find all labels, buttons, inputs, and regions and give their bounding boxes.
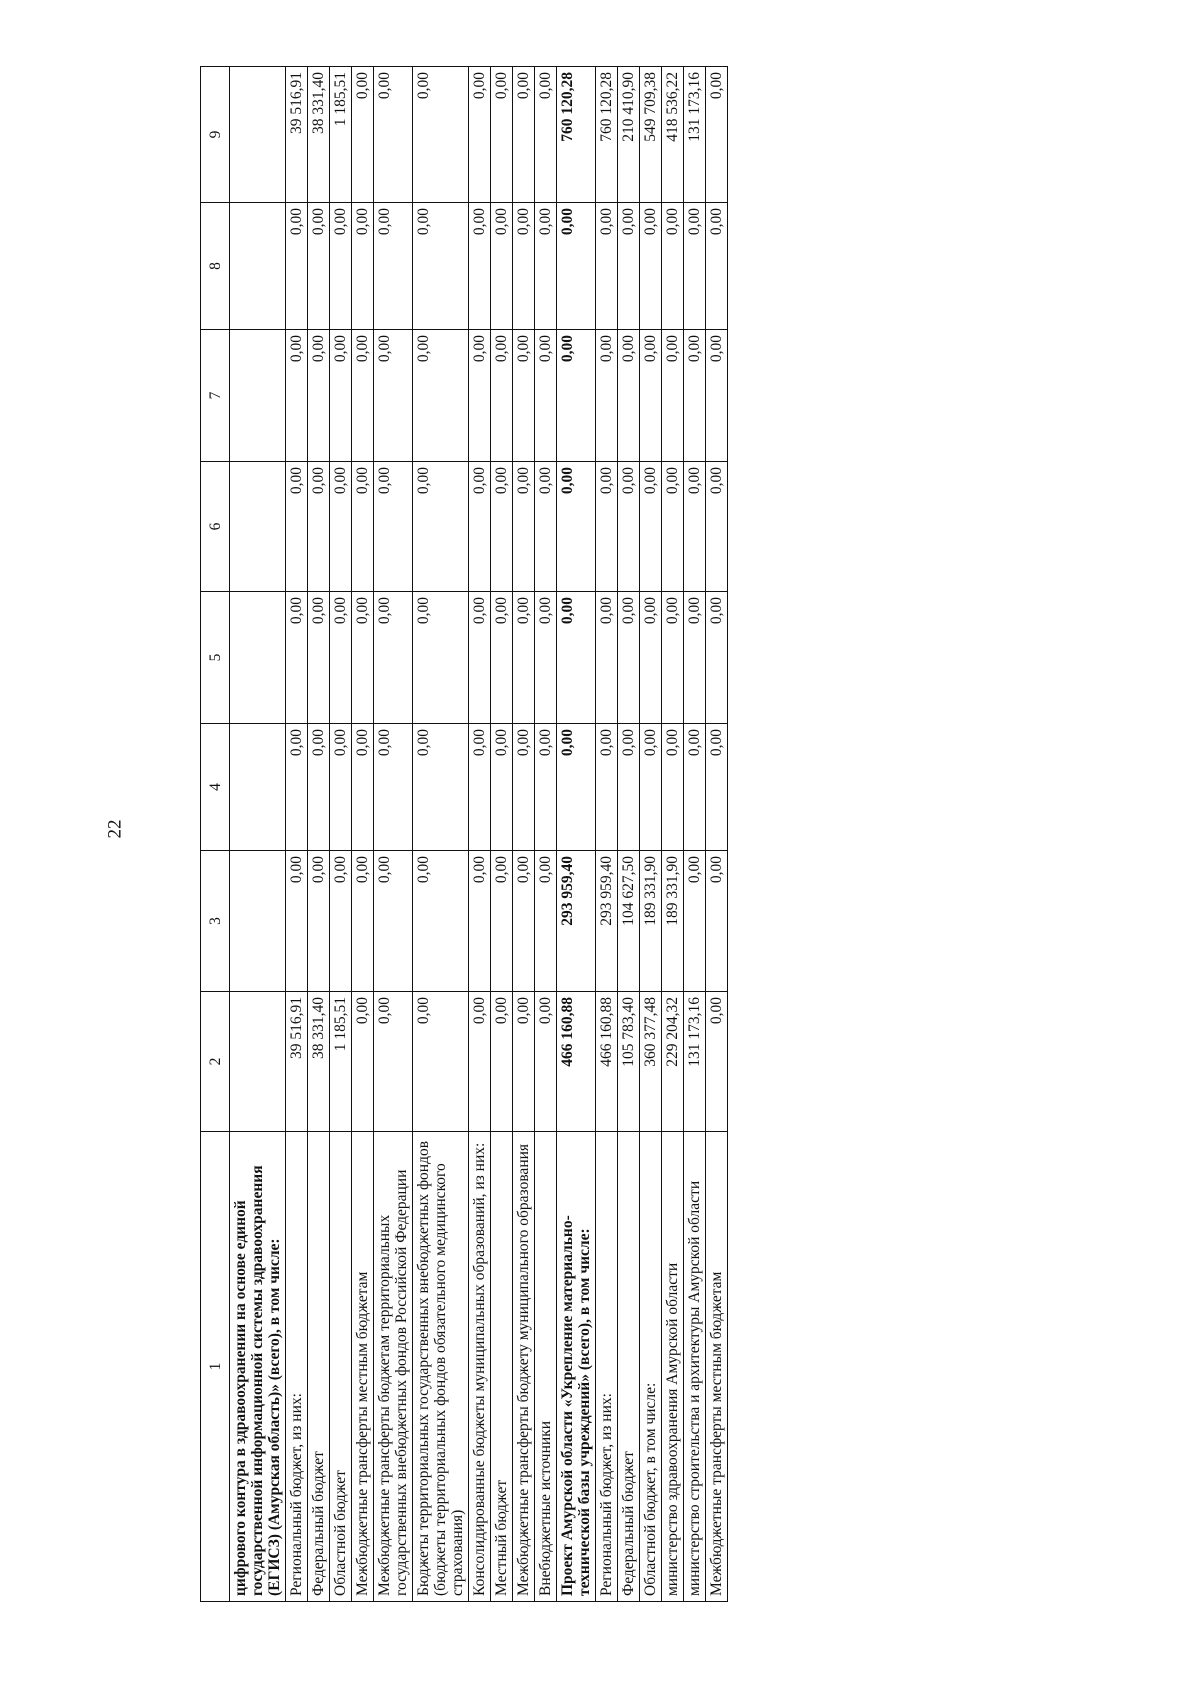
- table-row: [374, 67, 413, 1602]
- table-row: [618, 67, 640, 1602]
- row-label: Межбюджетные трансферты местным бюджетам: [706, 1132, 728, 1602]
- value-cell: 0,00: [491, 462, 513, 592]
- header-cell: 8: [201, 203, 230, 330]
- value-cell: 0,00: [662, 330, 684, 462]
- header-cell: 6: [201, 462, 230, 592]
- value-cell: 293 959,40: [557, 851, 596, 992]
- row-label: Федеральный бюджет: [618, 1132, 640, 1602]
- value-cell: [230, 851, 286, 992]
- value-cell: 0,00: [640, 462, 662, 592]
- value-cell: 0,00: [557, 330, 596, 462]
- value-cell: 0,00: [596, 203, 618, 330]
- value-cell: 0,00: [352, 851, 374, 992]
- value-cell: 0,00: [491, 724, 513, 851]
- table-row: [230, 67, 286, 1602]
- table-row: [706, 67, 728, 1602]
- value-cell: 0,00: [352, 724, 374, 851]
- value-cell: [230, 592, 286, 724]
- value-cell: 549 709,38: [640, 67, 662, 203]
- value-cell: 0,00: [352, 67, 374, 203]
- budget-table: [200, 66, 728, 1602]
- value-cell: [230, 724, 286, 851]
- table-row: [684, 67, 706, 1602]
- header-cell: 9: [201, 67, 230, 203]
- table-row: [469, 67, 491, 1602]
- table-row: [413, 67, 469, 1602]
- value-cell: 0,00: [469, 592, 491, 724]
- value-cell: 0,00: [535, 592, 557, 724]
- value-cell: 0,00: [596, 592, 618, 724]
- value-cell: 0,00: [513, 592, 535, 724]
- value-cell: 0,00: [618, 330, 640, 462]
- row-label: Внебюджетные источники: [535, 1132, 557, 1602]
- value-cell: 0,00: [374, 330, 413, 462]
- value-cell: 0,00: [706, 592, 728, 724]
- value-cell: 0,00: [374, 462, 413, 592]
- value-cell: 760 120,28: [557, 67, 596, 203]
- value-cell: 0,00: [286, 203, 308, 330]
- value-cell: 1 185,51: [330, 67, 352, 203]
- value-cell: 0,00: [308, 462, 330, 592]
- value-cell: 0,00: [469, 67, 491, 203]
- value-cell: 0,00: [286, 592, 308, 724]
- value-cell: 0,00: [352, 330, 374, 462]
- row-label: Местный бюджет: [491, 1132, 513, 1602]
- value-cell: 0,00: [535, 330, 557, 462]
- table-row: [596, 67, 618, 1602]
- value-cell: 131 173,16: [684, 67, 706, 203]
- value-cell: 229 204,32: [662, 992, 684, 1132]
- value-cell: 0,00: [662, 724, 684, 851]
- row-label: Проект Амурской области «Укрепление материально-технической базы учреждений» (всего), в том числе:: [557, 1132, 596, 1602]
- header-cell: 5: [201, 592, 230, 724]
- table-row: [286, 67, 308, 1602]
- table-row: [640, 67, 662, 1602]
- row-label: Бюджеты территориальных государственных внебюджетных фондов (бюджеты территориальных фондов обязательного медицинского страхования): [413, 1132, 469, 1602]
- value-cell: 0,00: [684, 592, 706, 724]
- value-cell: 293 959,40: [596, 851, 618, 992]
- table-row: [491, 67, 513, 1602]
- value-cell: 0,00: [286, 462, 308, 592]
- page-number: 22: [104, 819, 126, 839]
- value-cell: 0,00: [286, 330, 308, 462]
- value-cell: 0,00: [618, 592, 640, 724]
- table-row: [557, 67, 596, 1602]
- row-label: Межбюджетные трансферты бюджету муниципального образования: [513, 1132, 535, 1602]
- value-cell: 0,00: [513, 992, 535, 1132]
- rotated-table-container: [200, 67, 1200, 1602]
- value-cell: 0,00: [413, 330, 469, 462]
- value-cell: 0,00: [413, 992, 469, 1132]
- table-row: [352, 67, 374, 1602]
- value-cell: 0,00: [618, 724, 640, 851]
- value-cell: 210 410,90: [618, 67, 640, 203]
- value-cell: 0,00: [330, 462, 352, 592]
- header-cell: 3: [201, 851, 230, 992]
- value-cell: 0,00: [469, 203, 491, 330]
- value-cell: 0,00: [513, 203, 535, 330]
- row-label: Межбюджетные трансферты бюджетам территориальных государственных внебюджетных фондов Российской Федерации: [374, 1132, 413, 1602]
- table-row: [308, 67, 330, 1602]
- value-cell: 418 536,22: [662, 67, 684, 203]
- value-cell: 0,00: [413, 67, 469, 203]
- value-cell: 0,00: [469, 851, 491, 992]
- value-cell: 189 331,90: [640, 851, 662, 992]
- value-cell: 0,00: [684, 462, 706, 592]
- value-cell: 0,00: [535, 992, 557, 1132]
- value-cell: 0,00: [535, 462, 557, 592]
- value-cell: 0,00: [640, 330, 662, 462]
- row-label: цифрового контура в здравоохранении на основе единой государственной информационной системы здравоохранения (ЕГИСЗ) (Амурская область)» (всего), в том числе:: [230, 1132, 286, 1602]
- value-cell: 0,00: [374, 992, 413, 1132]
- value-cell: 0,00: [513, 724, 535, 851]
- table-row: [662, 67, 684, 1602]
- row-label: Межбюджетные трансферты местным бюджетам: [352, 1132, 374, 1602]
- value-cell: [230, 992, 286, 1132]
- header-cell: 4: [201, 724, 230, 851]
- value-cell: 0,00: [286, 851, 308, 992]
- table-row: [535, 67, 557, 1602]
- value-cell: 0,00: [706, 330, 728, 462]
- table-row: [513, 67, 535, 1602]
- value-cell: 0,00: [535, 724, 557, 851]
- value-cell: 0,00: [308, 330, 330, 462]
- value-cell: 0,00: [706, 724, 728, 851]
- value-cell: 104 627,50: [618, 851, 640, 992]
- value-cell: 0,00: [491, 592, 513, 724]
- value-cell: 38 331,40: [308, 992, 330, 1132]
- value-cell: 0,00: [535, 203, 557, 330]
- value-cell: 0,00: [596, 462, 618, 592]
- value-cell: 0,00: [469, 462, 491, 592]
- value-cell: 0,00: [513, 462, 535, 592]
- value-cell: 0,00: [706, 462, 728, 592]
- value-cell: 0,00: [535, 851, 557, 992]
- value-cell: 0,00: [491, 992, 513, 1132]
- value-cell: 360 377,48: [640, 992, 662, 1132]
- value-cell: 0,00: [413, 592, 469, 724]
- value-cell: 39 516,91: [286, 992, 308, 1132]
- value-cell: 0,00: [330, 203, 352, 330]
- row-label: Региональный бюджет, из них:: [286, 1132, 308, 1602]
- value-cell: 131 173,16: [684, 992, 706, 1132]
- row-label: министерство здравоохранения Амурской области: [662, 1132, 684, 1602]
- value-cell: 189 331,90: [662, 851, 684, 992]
- value-cell: 1 185,51: [330, 992, 352, 1132]
- value-cell: 0,00: [413, 851, 469, 992]
- value-cell: [230, 330, 286, 462]
- value-cell: 0,00: [469, 724, 491, 851]
- value-cell: 0,00: [491, 203, 513, 330]
- value-cell: 0,00: [491, 330, 513, 462]
- value-cell: 0,00: [513, 851, 535, 992]
- value-cell: 0,00: [640, 592, 662, 724]
- value-cell: 0,00: [557, 462, 596, 592]
- value-cell: [230, 203, 286, 330]
- value-cell: 0,00: [374, 851, 413, 992]
- value-cell: [230, 462, 286, 592]
- value-cell: 0,00: [308, 724, 330, 851]
- value-cell: 0,00: [374, 203, 413, 330]
- value-cell: 0,00: [413, 724, 469, 851]
- value-cell: 0,00: [684, 203, 706, 330]
- value-cell: 0,00: [684, 851, 706, 992]
- table-row: [330, 67, 352, 1602]
- value-cell: 0,00: [706, 67, 728, 203]
- row-label: Областной бюджет: [330, 1132, 352, 1602]
- value-cell: 0,00: [352, 592, 374, 724]
- value-cell: 0,00: [413, 462, 469, 592]
- value-cell: 760 120,28: [596, 67, 618, 203]
- value-cell: 0,00: [491, 67, 513, 203]
- value-cell: 0,00: [413, 203, 469, 330]
- value-cell: 0,00: [352, 992, 374, 1132]
- value-cell: 0,00: [706, 203, 728, 330]
- value-cell: 0,00: [330, 592, 352, 724]
- value-cell: 0,00: [308, 851, 330, 992]
- value-cell: 0,00: [618, 203, 640, 330]
- value-cell: 0,00: [706, 851, 728, 992]
- value-cell: 0,00: [469, 330, 491, 462]
- value-cell: 0,00: [352, 462, 374, 592]
- value-cell: 0,00: [513, 330, 535, 462]
- value-cell: 0,00: [374, 67, 413, 203]
- header-row: [201, 67, 230, 1602]
- value-cell: 0,00: [374, 592, 413, 724]
- value-cell: 0,00: [684, 724, 706, 851]
- header-cell: 2: [201, 992, 230, 1132]
- value-cell: 0,00: [308, 592, 330, 724]
- value-cell: 0,00: [330, 851, 352, 992]
- value-cell: 0,00: [662, 203, 684, 330]
- table-body: [230, 67, 728, 1602]
- value-cell: 0,00: [706, 992, 728, 1132]
- value-cell: 38 331,40: [308, 67, 330, 203]
- value-cell: 105 783,40: [618, 992, 640, 1132]
- value-cell: 0,00: [596, 724, 618, 851]
- value-cell: 0,00: [557, 592, 596, 724]
- header-cell: 1: [201, 1132, 230, 1602]
- value-cell: 466 160,88: [557, 992, 596, 1132]
- header-cell: 7: [201, 330, 230, 462]
- value-cell: 0,00: [330, 330, 352, 462]
- value-cell: 0,00: [557, 724, 596, 851]
- value-cell: 0,00: [374, 724, 413, 851]
- value-cell: 0,00: [513, 67, 535, 203]
- value-cell: 0,00: [330, 724, 352, 851]
- value-cell: 0,00: [469, 992, 491, 1132]
- value-cell: 0,00: [662, 462, 684, 592]
- value-cell: 0,00: [684, 330, 706, 462]
- value-cell: 0,00: [640, 724, 662, 851]
- value-cell: 39 516,91: [286, 67, 308, 203]
- row-label: Областной бюджет, в том числе:: [640, 1132, 662, 1602]
- value-cell: 0,00: [491, 851, 513, 992]
- row-label: Консолидированные бюджеты муниципальных образований, из них:: [469, 1132, 491, 1602]
- value-cell: 0,00: [535, 67, 557, 203]
- value-cell: 0,00: [557, 203, 596, 330]
- value-cell: [230, 67, 286, 203]
- value-cell: 466 160,88: [596, 992, 618, 1132]
- value-cell: 0,00: [308, 203, 330, 330]
- value-cell: 0,00: [286, 724, 308, 851]
- value-cell: 0,00: [618, 462, 640, 592]
- value-cell: 0,00: [596, 330, 618, 462]
- value-cell: 0,00: [662, 592, 684, 724]
- row-label: министерство строительства и архитектуры Амурской области: [684, 1132, 706, 1602]
- value-cell: 0,00: [640, 203, 662, 330]
- row-label: Региональный бюджет, из них:: [596, 1132, 618, 1602]
- row-label: Федеральный бюджет: [308, 1132, 330, 1602]
- value-cell: 0,00: [352, 203, 374, 330]
